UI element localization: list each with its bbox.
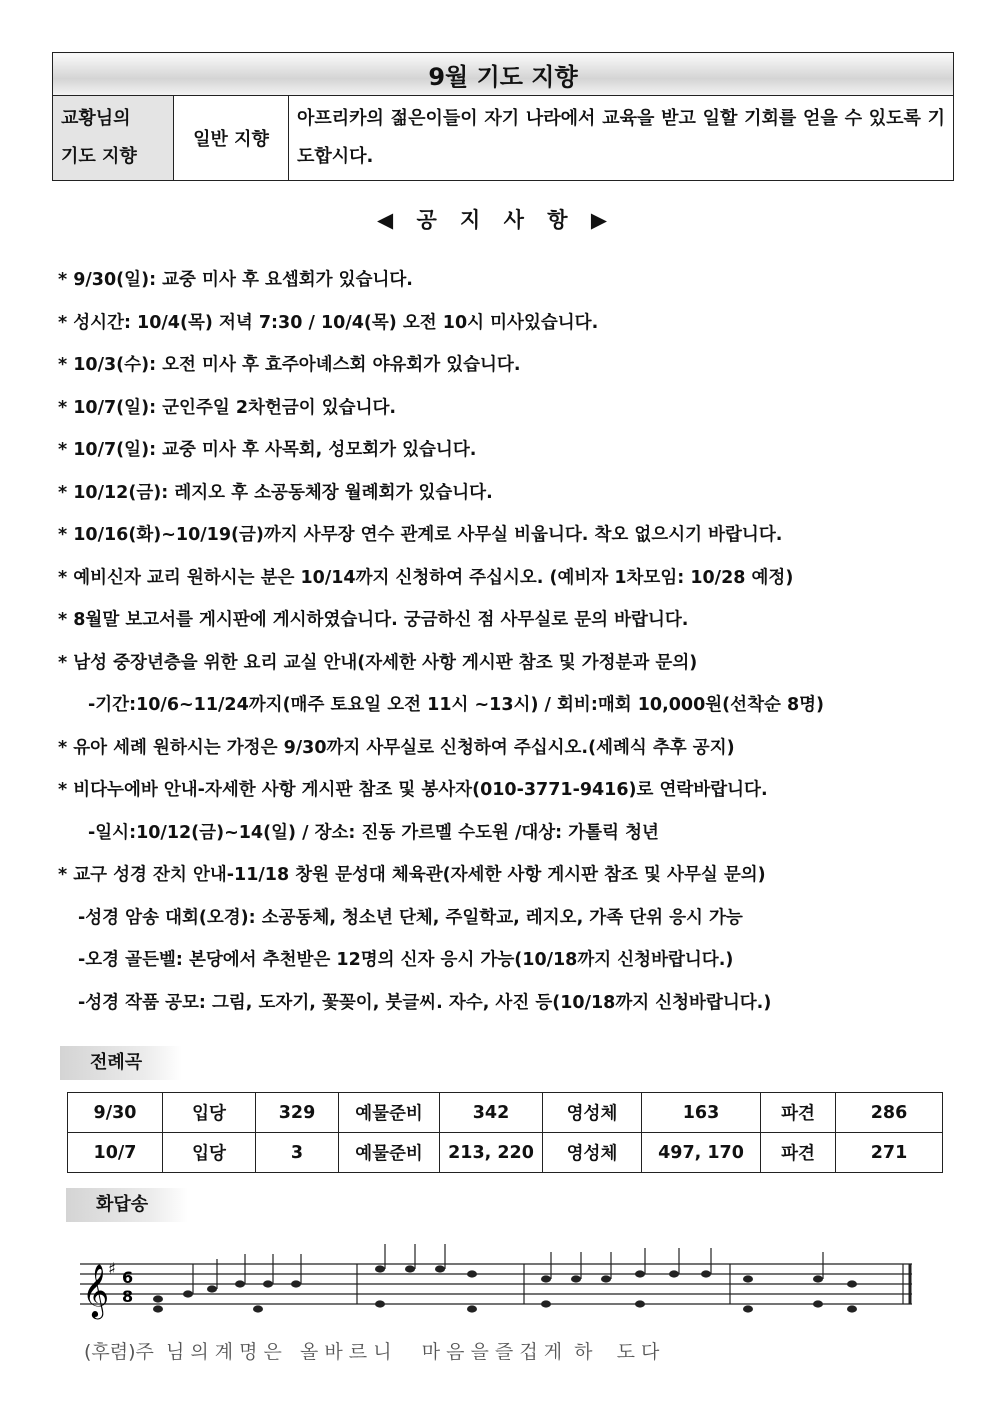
hymn-cell: 213, 220 bbox=[440, 1133, 543, 1173]
hymn-cell: 497, 170 bbox=[642, 1133, 761, 1173]
notice-item: * 남성 중장년층을 위한 요리 교실 안내(자세한 사항 게시판 참조 및 가정분과 문의) bbox=[58, 652, 698, 673]
hymn-cell: 영성체 bbox=[543, 1093, 642, 1133]
score-notes bbox=[153, 1265, 857, 1312]
notice-item: * 비다누에바 안내-자세한 사항 게시판 참조 및 봉사자(010-3771-9416)로 연락바랍니다. bbox=[58, 780, 768, 800]
hymn-date: 10/7 bbox=[68, 1133, 163, 1173]
notice-heading: ◀ 공 지 사 항 ▶ bbox=[377, 208, 615, 232]
notice-item: * 교구 성경 잔치 안내-11/18 창원 문성대 체육관(자세한 사항 게시판 참조 및 사무실 문의) bbox=[58, 865, 766, 885]
notice-item: * 9/30(일): 교중 미사 후 요셉회가 있습니다. bbox=[58, 270, 413, 290]
hymn-section-label: 전례곡 bbox=[60, 1046, 182, 1080]
hymn-row bbox=[68, 1133, 943, 1173]
intention-text: 아프리카의 젊은이들이 자기 나라에서 교육을 받고 일할 기회를 얻을 수 있도록 기도합시다. bbox=[289, 96, 954, 181]
hymn-date: 9/30 bbox=[68, 1093, 163, 1133]
hymn-cell: 영성체 bbox=[543, 1133, 642, 1173]
psalm-section-label: 화답송 bbox=[66, 1188, 188, 1222]
notice-item: * 예비신자 교리 원하시는 분은 10/14까지 신청하여 주십시오. (예비자 1차모임: 10/28 예정) bbox=[58, 567, 794, 588]
hymn-cell: 파견 bbox=[761, 1133, 836, 1173]
prayer-intention-table bbox=[52, 52, 954, 181]
psalm-lyrics: (후렴)주 님 의 계 명 은 올 바 르 니 마 음 을 즐 겁 게 하 도 다 bbox=[84, 1341, 660, 1363]
hymn-cell: 163 bbox=[642, 1093, 761, 1133]
notice-subitem: -성경 작품 공모: 그림, 도자기, 꽃꽂이, 붓글씨. 자수, 사진 등(10/18까지 신청바랍니다.) bbox=[78, 992, 772, 1013]
hymn-cell: 3 bbox=[256, 1133, 339, 1173]
notice-subitem: -오경 골든벨: 본당에서 추천받은 12명의 신자 응시 가능(10/18까지 신청바랍니다.) bbox=[78, 950, 734, 970]
score-stems bbox=[193, 1244, 823, 1294]
hymn-cell: 입당 bbox=[163, 1133, 256, 1173]
treble-clef-icon: 𝄞 bbox=[82, 1263, 110, 1317]
notice-item: * 10/7(일): 교중 미사 후 사목회, 성모회가 있습니다. bbox=[58, 440, 477, 460]
notice-subitem: -성경 암송 대회(오경): 소공동체, 청소년 단체, 주일학교, 레지오, 가족 단위 응시 가능 bbox=[78, 907, 743, 928]
notice-item: * 유아 세례 원하시는 가정은 9/30까지 사무실로 신청하여 주십시오.(세례식 추후 공지) bbox=[58, 737, 735, 758]
hymn-cell: 입당 bbox=[163, 1093, 256, 1133]
intention-label-line2: 기도 지향 bbox=[61, 146, 137, 167]
svg-text:6: 6 bbox=[122, 1268, 134, 1287]
intention-label bbox=[53, 96, 174, 181]
intention-category: 일반 지향 bbox=[174, 96, 289, 181]
hymn-cell: 271 bbox=[836, 1133, 943, 1173]
music-score bbox=[80, 1240, 920, 1330]
hymn-cell: 파견 bbox=[761, 1093, 836, 1133]
notice-subitem: -일시:10/12(금)~14(일) / 장소: 진동 가르멜 수도원 /대상: 가톨릭 청년 bbox=[88, 822, 659, 843]
notice-item: * 10/7(일): 군인주일 2차헌금이 있습니다. bbox=[58, 397, 397, 418]
notice-item: * 10/12(금): 레지오 후 소공동체장 월례회가 있습니다. bbox=[58, 482, 493, 503]
svg-text:8: 8 bbox=[122, 1287, 134, 1306]
hymn-cell: 예물준비 bbox=[339, 1093, 440, 1133]
notice-subitem: -기간:10/6~11/24까지(매주 토요일 오전 11시 ~13시) / 회비:매회 10,000원(선착순 8명) bbox=[88, 695, 825, 715]
sharp-icon: ♯ bbox=[108, 1259, 116, 1278]
notice-item: * 10/3(수): 오전 미사 후 효주아녜스회 야유회가 있습니다. bbox=[58, 355, 521, 375]
hymn-cell: 예물준비 bbox=[339, 1133, 440, 1173]
intention-title: 9월 기도 지향 bbox=[53, 53, 954, 96]
intention-label-line1: 교황님의 bbox=[61, 108, 131, 129]
hymn-cell: 329 bbox=[256, 1093, 339, 1133]
notice-item: * 성시간: 10/4(목) 저녁 7:30 / 10/4(목) 오전 10시 미사있습니다. bbox=[58, 312, 599, 333]
hymn-table bbox=[67, 1092, 943, 1173]
notice-item: * 10/16(화)~10/19(금)까지 사무장 연수 관계로 사무실 비웁니다. 착오 없으시기 바랍니다. bbox=[58, 525, 783, 545]
hymn-row bbox=[68, 1093, 943, 1133]
hymn-cell: 342 bbox=[440, 1093, 543, 1133]
hymn-cell: 286 bbox=[836, 1093, 943, 1133]
notice-list bbox=[58, 266, 958, 1031]
notice-item: * 8월말 보고서를 게시판에 게시하였습니다. 궁금하신 점 사무실로 문의 바랍니다. bbox=[58, 610, 689, 630]
